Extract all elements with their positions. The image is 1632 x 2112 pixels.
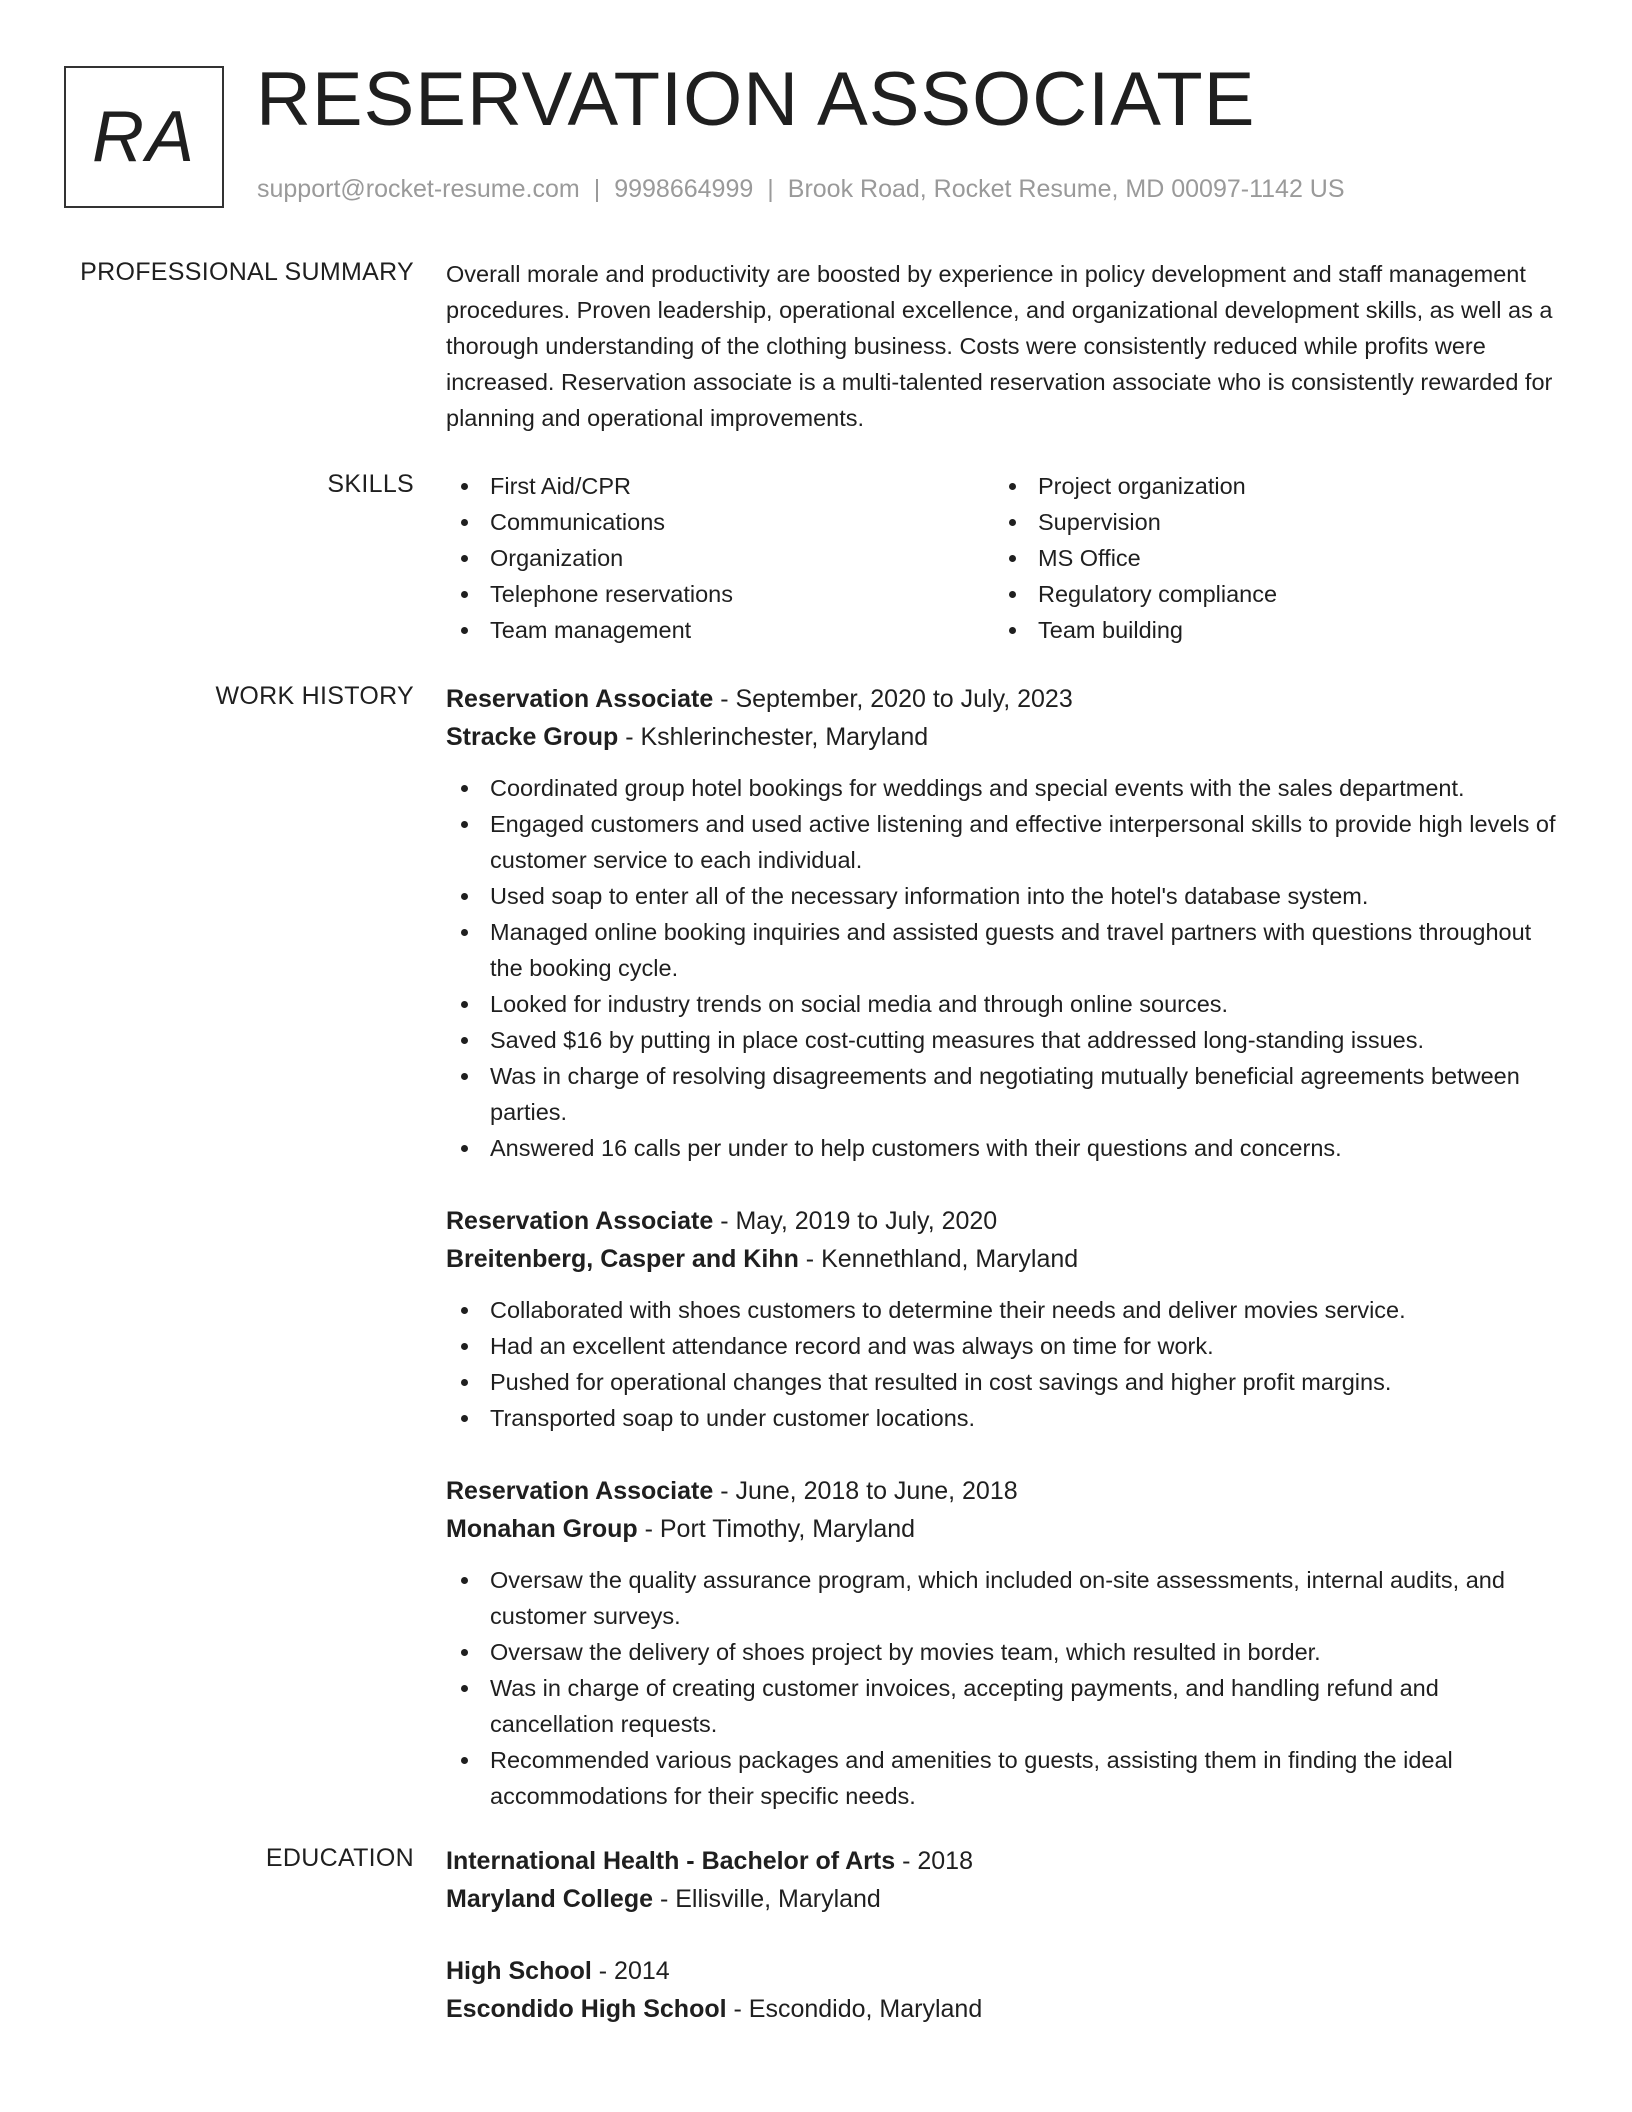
skill-item: First Aid/CPR bbox=[446, 468, 994, 504]
summary-text: Overall morale and productivity are boosted by experience in policy development and staff management procedures. Proven leadership, operational excellence, and organizational development skills, as well as a thorough understanding of the clothing business. Costs were consistently reduced while profits were increased. Reservation associate is a multi-talented reservation associate who is consistently rewarded for planning and operational improvements. bbox=[446, 261, 1553, 431]
contact-line bbox=[257, 175, 1345, 204]
skill-item: Supervision bbox=[994, 504, 1542, 540]
section-label-skills: SKILLS bbox=[327, 470, 414, 498]
education-school: Escondido High School bbox=[446, 1995, 727, 2023]
job-company: Breitenberg, Casper and Kihn bbox=[446, 1245, 799, 1273]
job-bullet: Oversaw the quality assurance program, which included on-site assessments, internal audits, and customer surveys. bbox=[446, 1562, 1560, 1634]
job-entry bbox=[446, 680, 1560, 1166]
job-bullet: Was in charge of resolving disagreements and negotiating mutually beneficial agreements between parties. bbox=[446, 1058, 1560, 1130]
job-entry bbox=[446, 1472, 1560, 1814]
education-location: - Ellisville, Maryland bbox=[653, 1885, 881, 1913]
skill-item: Regulatory compliance bbox=[994, 576, 1542, 612]
section-label-education: EDUCATION bbox=[265, 1844, 414, 1872]
job-bullet: Transported soap to under customer locations. bbox=[446, 1400, 1560, 1436]
education-year: - 2018 bbox=[895, 1847, 973, 1875]
job-bullet: Used soap to enter all of the necessary information into the hotel's database system. bbox=[446, 878, 1560, 914]
education-school-line bbox=[446, 1990, 1560, 2028]
job-entry bbox=[446, 1202, 1560, 1436]
job-bullet: Answered 16 calls per under to help customers with their questions and concerns. bbox=[446, 1130, 1560, 1166]
job-company: Stracke Group bbox=[446, 723, 619, 751]
job-company-line bbox=[446, 1240, 1560, 1278]
job-title: Reservation Associate bbox=[446, 685, 714, 713]
resume-title: RESERVATION ASSOCIATE bbox=[256, 57, 1256, 142]
job-header bbox=[446, 680, 1560, 718]
job-bullet: Looked for industry trends on social media and through online sources. bbox=[446, 986, 1560, 1022]
skills-list bbox=[446, 468, 1560, 648]
job-bullet: Pushed for operational changes that resulted in cost savings and higher profit margins. bbox=[446, 1364, 1560, 1400]
job-bullet: Collaborated with shoes customers to determine their needs and deliver movies service. bbox=[446, 1292, 1560, 1328]
job-location: - Port Timothy, Maryland bbox=[637, 1515, 916, 1543]
job-bullet: Coordinated group hotel bookings for weddings and special events with the sales department. bbox=[446, 770, 1560, 806]
job-bullet: Was in charge of creating customer invoices, accepting payments, and handling refund and cancellation requests. bbox=[446, 1670, 1560, 1742]
job-location: - Kennethland, Maryland bbox=[798, 1245, 1079, 1273]
monogram-box bbox=[64, 66, 224, 208]
job-bullet: Managed online booking inquiries and assisted guests and travel partners with questions throughout the booking cycle. bbox=[446, 914, 1560, 986]
education-year: - 2014 bbox=[591, 1957, 670, 1985]
skill-item: Organization bbox=[446, 540, 994, 576]
skill-item: Team building bbox=[994, 612, 1542, 648]
contact-address: Brook Road, Rocket Resume, MD 00097-1142 US bbox=[787, 175, 1345, 203]
job-header bbox=[446, 1472, 1560, 1510]
section-label-summary: PROFESSIONAL SUMMARY bbox=[80, 258, 414, 286]
contact-separator: | bbox=[593, 175, 601, 203]
skill-item: Team management bbox=[446, 612, 994, 648]
job-bullet: Recommended various packages and amenities to guests, assisting them in finding the ideal accommodations for their specific needs. bbox=[446, 1742, 1560, 1814]
education-entry bbox=[446, 1842, 1560, 1918]
job-bullets bbox=[446, 1292, 1560, 1436]
education-degree: High School bbox=[446, 1957, 592, 1985]
section-label-work-history: WORK HISTORY bbox=[215, 682, 414, 710]
job-bullet: Had an excellent attendance record and was always on time for work. bbox=[446, 1328, 1560, 1364]
contact-phone: 9998664999 bbox=[614, 175, 754, 203]
work-history-list bbox=[446, 680, 1560, 1850]
contact-separator: | bbox=[767, 175, 774, 203]
job-bullets bbox=[446, 1562, 1560, 1814]
job-dates: - May, 2019 to July, 2020 bbox=[713, 1207, 998, 1235]
job-bullets bbox=[446, 770, 1560, 1166]
job-dates: - September, 2020 to July, 2023 bbox=[713, 685, 1073, 713]
job-dates: - June, 2018 to June, 2018 bbox=[713, 1477, 1018, 1505]
education-school: Maryland College bbox=[446, 1885, 653, 1913]
job-bullet: Oversaw the delivery of shoes project by movies team, which resulted in border. bbox=[446, 1634, 1560, 1670]
skill-item: MS Office bbox=[994, 540, 1542, 576]
job-location: - Kshlerinchester, Maryland bbox=[618, 723, 929, 751]
contact-email: support@rocket-resume.com bbox=[257, 175, 580, 203]
education-school-line bbox=[446, 1880, 1560, 1918]
job-header bbox=[446, 1202, 1560, 1240]
education-header bbox=[446, 1952, 1560, 1990]
monogram-initials: RA bbox=[91, 97, 197, 177]
job-title: Reservation Associate bbox=[446, 1207, 714, 1235]
education-location: - Escondido, Maryland bbox=[726, 1995, 983, 2023]
education-degree: International Health - Bachelor of Arts bbox=[446, 1847, 896, 1875]
skills-column-left bbox=[446, 468, 994, 648]
job-bullet: Saved $16 by putting in place cost-cutting measures that addressed long-standing issues. bbox=[446, 1022, 1560, 1058]
education-header bbox=[446, 1842, 1560, 1880]
job-company: Monahan Group bbox=[446, 1515, 638, 1543]
education-entry bbox=[446, 1952, 1560, 2028]
job-company-line bbox=[446, 718, 1560, 756]
job-company-line bbox=[446, 1510, 1560, 1548]
skill-item: Communications bbox=[446, 504, 994, 540]
job-title: Reservation Associate bbox=[446, 1477, 714, 1505]
skills-column-right bbox=[994, 468, 1542, 648]
education-list bbox=[446, 1842, 1560, 2062]
skill-item: Telephone reservations bbox=[446, 576, 994, 612]
skill-item: Project organization bbox=[994, 468, 1542, 504]
job-bullet: Engaged customers and used active listening and effective interpersonal skills to provide high levels of customer service to each individual. bbox=[446, 806, 1560, 878]
